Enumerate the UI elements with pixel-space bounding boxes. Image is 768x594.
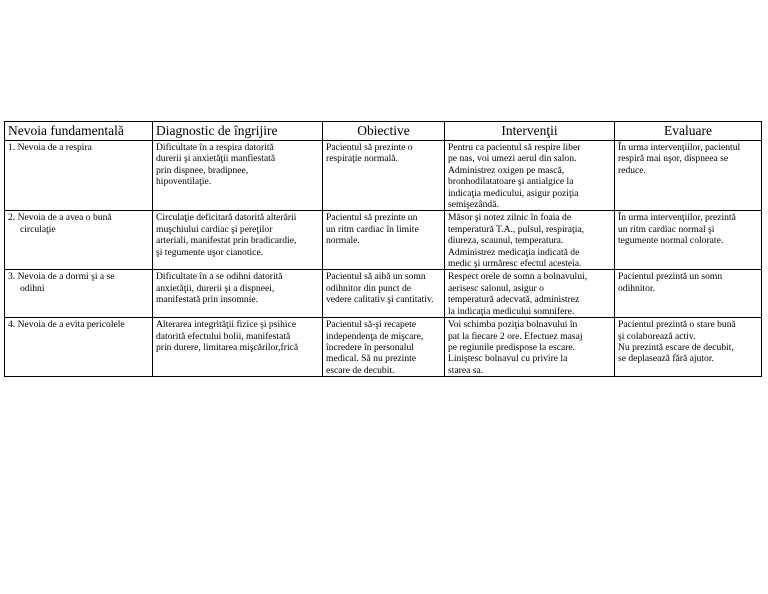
cell-line: indicaţia medicului, asigur poziţia (448, 187, 579, 199)
cell-line: Dificultate în a se odihni datorită (156, 271, 283, 283)
cell-line: 3. Nevoia de a dormi şi a se (8, 271, 115, 283)
objective-cell (323, 318, 445, 377)
cell-line: Nu prezintă escare de decubit, (618, 341, 734, 353)
cell-line: se deplasează fără ajutor. (618, 353, 714, 365)
diagnostic-cell (153, 270, 323, 318)
header-objectives: Obiective (323, 122, 445, 141)
cell-line: hipoventilaţie. (156, 176, 212, 188)
cell-line: respiraţie normală. (326, 153, 398, 165)
cell-line: Măsor şi notez zilnic în foaia de (448, 212, 572, 224)
table-row (5, 270, 762, 318)
cell-line: independenţa de mişcare, (326, 330, 424, 342)
interventions-cell (445, 318, 615, 377)
header-evaluation: Evaluare (615, 122, 762, 141)
header-need: Nevoia fundamentală (5, 122, 153, 141)
cell-line: încredere în personalul (326, 341, 414, 353)
cell-line: un ritm cardiac în limite (326, 223, 419, 235)
cell-line: escare de decubit. (326, 364, 395, 376)
cell-line: Pacientul să-şi recapete (326, 319, 417, 331)
cell-line: aerisesc salonul, asigur o (448, 282, 544, 294)
header-row (5, 122, 762, 141)
cell-line: diureza, scaunul, temperatura. (448, 235, 564, 247)
diagnostic-cell (153, 318, 323, 377)
cell-line: Voi schimba poziţia bolnavului în (448, 319, 578, 331)
need-cell (5, 211, 153, 270)
cell-line: şi colaborează activ. (618, 330, 696, 342)
cell-line: Pacientul să aibă un somn (326, 271, 426, 283)
table-row (5, 318, 762, 377)
cell-line: durerii şi anxietăţii manfiestată (156, 153, 276, 165)
cell-line: respiră mai uşor, dispneea se (618, 153, 729, 165)
cell-line: vedere calitativ şi cantitativ. (326, 294, 434, 306)
cell-line: Liniştesc bolnavul cu privire la (448, 353, 568, 365)
cell-line: 1. Nevoia de a respira (8, 142, 92, 153)
cell-line: Pacientul prezintă un somn (618, 271, 723, 283)
need-cell (5, 270, 153, 318)
evaluation-cell (615, 141, 762, 211)
cell-line: medical. Să nu prezinte (326, 353, 417, 365)
cell-line: tegumente normal colorate. (618, 235, 724, 247)
cell-line: un ritm cardiac normal şi (618, 223, 715, 235)
cell-line: datorită efectului bolii, manifestată (156, 330, 291, 342)
cell-line: Alterarea integrităţii fizice şi psihice (156, 319, 297, 331)
diagnostic-cell (153, 141, 323, 211)
cell-line: odihni (20, 282, 45, 294)
cell-line: temperatură adecvată, administrez (448, 294, 580, 306)
evaluation-cell (615, 318, 762, 377)
cell-line: medic şi urmăresc efectul acesteia. (448, 258, 582, 270)
cell-line: Pentru ca pacientul să respire liber (448, 142, 581, 153)
cell-line: la indicaţia medicului somnifere. (448, 305, 575, 317)
cell-line: Pacientul prezintă o stare bună (618, 319, 736, 331)
need-cell (5, 141, 153, 211)
cell-line: pe nas, voi umezi aerul din salon. (448, 153, 577, 165)
evaluation-cell (615, 211, 762, 270)
need-cell (5, 318, 153, 377)
cell-line: Respect orele de somn a bolnavului, (448, 271, 588, 283)
cell-line: prin dispnee, bradipnee, (156, 164, 249, 176)
cell-line: muşchiului cardiac şi pereţilor (156, 223, 273, 235)
evaluation-cell (615, 270, 762, 318)
diagnostic-cell (153, 211, 323, 270)
cell-line: Circulaţie deficitară datorită alterării (156, 212, 297, 224)
cell-line: În urma intervenţiilor, prezintă (618, 212, 736, 224)
cell-line: Pacientul să prezinte o (326, 142, 413, 153)
cell-line: temperatură T.A., pulsul, respiraţia, (448, 223, 585, 235)
cell-line: anxietăţii, durerii şi a dispneei, (156, 282, 275, 294)
interventions-cell (445, 141, 615, 211)
objective-cell (323, 211, 445, 270)
cell-line: manifestată prin insomnie. (156, 294, 259, 306)
cell-line: şi tegumente uşor cianotice. (156, 246, 264, 258)
cell-line: pat la fiecare 2 ore. Efectuez masaj (448, 330, 583, 342)
cell-line: reduce. (618, 164, 646, 176)
cell-line: pe regiunile predispose la escare. (448, 341, 576, 353)
interventions-cell (445, 270, 615, 318)
header-diagnostic: Diagnostic de îngrijire (153, 122, 323, 141)
cell-line: circulaţie (20, 223, 56, 235)
table-row (5, 141, 762, 211)
cell-line: arteriali, manifestat prin bradicardie, (156, 235, 297, 247)
cell-line: odihnitor din punct de (326, 282, 411, 294)
cell-line: normale. (326, 235, 360, 247)
cell-line: 2. Nevoia de a avea o bună (8, 212, 112, 224)
table-row (5, 211, 762, 270)
objective-cell (323, 270, 445, 318)
cell-line: prin durere, limitarea mişcărilor,frică (156, 341, 299, 353)
cell-line: Administrez medicaţia indicată de (448, 246, 580, 258)
cell-line: În urma intervenţiilor, pacientul (618, 142, 741, 153)
objective-cell (323, 141, 445, 211)
cell-line: Dificultate în a respira datorită (156, 142, 274, 153)
cell-line: odihnitor. (618, 282, 656, 294)
header-interventions: Intervenţii (445, 122, 615, 141)
care-plan-table (4, 121, 762, 377)
cell-line: starea sa. (448, 364, 484, 376)
cell-line: 4. Nevoia de a evita pericolele (8, 319, 125, 331)
cell-line: Administrez oxigen pe mască, (448, 164, 565, 176)
interventions-cell (445, 211, 615, 270)
cell-line: Pacientul să prezinte un (326, 212, 418, 224)
cell-line: bronhodilatatoare şi antialgice la (448, 176, 574, 188)
cell-line: semişezândă. (448, 199, 499, 211)
